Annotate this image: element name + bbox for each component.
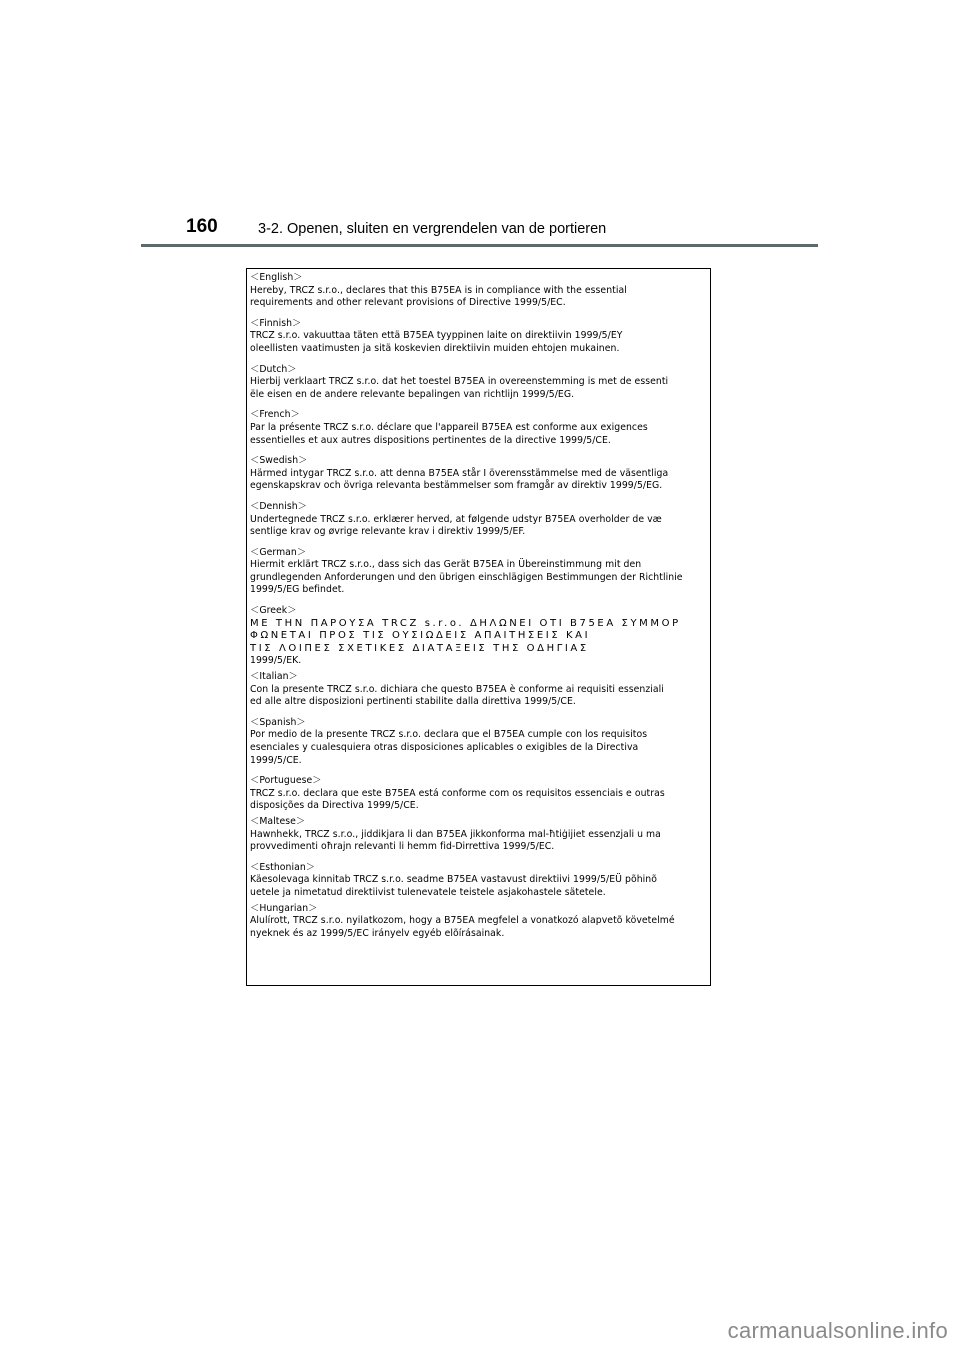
lang-line: essentielles et aux autres dispositions pertinentes de la directive 1999/5/CE. <box>250 434 611 446</box>
declaration-french <box>250 409 710 447</box>
lang-line: Käesolevaga kinnitab TRCZ s.r.o. seadme B75EA vastavust direktiivi 1999/5/EÜ põhinõ <box>250 874 657 886</box>
lang-line: Hawnhekk, TRCZ s.r.o., jiddikjara li dan B75EA jikkonforma mal-ħtiġijiet essenzjali u ma <box>250 828 661 840</box>
lang-line: Par la présente TRCZ s.r.o. déclare que l'appareil B75EA est conforme aux exigences <box>250 421 648 433</box>
lang-line: TRCZ s.r.o. declara que este B75EA está conforme com os requisitos essenciais e outras <box>250 787 665 799</box>
declaration-esthonian <box>250 862 710 900</box>
lang-line: sentlige krav og øvrige relevante krav i direktiv 1999/5/EF. <box>250 526 526 538</box>
lang-line: 1999/5/CE. <box>250 754 302 766</box>
declaration-maltese <box>250 816 710 854</box>
lang-heading: ＜Esthonian＞ <box>250 861 316 873</box>
lang-heading: ＜German＞ <box>250 546 307 558</box>
declaration-dennish <box>250 501 710 539</box>
lang-line: provvedimenti oħrajn relevanti li hemm fid-Dirrettiva 1999/5/EC. <box>250 841 555 853</box>
declaration-english <box>250 272 710 310</box>
declaration-box <box>246 268 711 986</box>
lang-line: egenskapskrav och övriga relevanta bestämmelser som framgår av direktiv 1999/5/EG. <box>250 480 663 492</box>
lang-heading: ＜Dennish＞ <box>250 500 308 512</box>
declaration-hungarian <box>250 903 710 941</box>
declaration-spanish <box>250 717 710 767</box>
lang-line: TRCZ s.r.o. vakuuttaa täten että B75EA tyyppinen laite on direktiivin 1999/5/EY <box>250 330 623 342</box>
lang-line: Con la presente TRCZ s.r.o. dichiara che questo B75EA è conforme ai requisiti essenziali <box>250 683 664 695</box>
lang-line: requirements and other relevant provisions of Directive 1999/5/EC. <box>250 297 566 309</box>
lang-heading: ＜Finnish＞ <box>250 317 302 329</box>
lang-line: ΜΕ ΤΗΝ ΠΑΡΟΥΣΑ TRCZ s.r.o. ΔΗΛΩΝΕΙ ΟΤΙ B75EA ΣΥΜΜΟΡ <box>250 617 681 629</box>
lang-heading: ＜Dutch＞ <box>250 363 297 375</box>
lang-line: disposições da Directiva 1999/5/CE. <box>250 800 419 812</box>
lang-line: oleellisten vaatimusten ja sitä koskevien direktiivin muiden ehtojen mukainen. <box>250 342 620 354</box>
page-number: 160 <box>186 216 218 237</box>
lang-heading: ＜Italian＞ <box>250 671 298 683</box>
lang-line: esenciales y cualesquiera otras disposiciones aplicables o exigibles de la Directiva <box>250 742 639 753</box>
declaration-italian <box>250 671 710 709</box>
lang-heading: ＜English＞ <box>250 272 303 283</box>
lang-heading: ＜Greek＞ <box>250 605 297 617</box>
declaration-portuguese <box>250 775 710 813</box>
lang-line: ΦΩΝΕΤΑΙ ΠΡΟΣ ΤΙΣ ΟΥΣΙΩΔΕΙΣ ΑΠΑΙΤΗΣΕΙΣ ΚΑΙ <box>250 630 591 642</box>
declaration-greek <box>250 605 710 668</box>
lang-heading: ＜Portuguese＞ <box>250 775 322 787</box>
lang-line: Hierbij verklaart TRCZ s.r.o. dat het toestel B75EA in overeenstemming is met de essenti <box>250 376 669 388</box>
declaration-dutch <box>250 364 710 402</box>
lang-line: uetele ja nimetatud direktiivist tulenevatele teistele asjakohastele sätetele. <box>250 886 606 898</box>
lang-line: Hereby, TRCZ s.r.o., declares that this B75EA is in compliance with the essential <box>250 284 627 296</box>
lang-line: Hiermit erklärt TRCZ s.r.o., dass sich das Gerät B75EA in Übereinstimmung mit den <box>250 559 642 571</box>
lang-line: nyeknek és az 1999/5/EC irányelv egyéb elõírásainak. <box>250 927 505 939</box>
lang-line: Härmed intygar TRCZ s.r.o. att denna B75EA står I överensstämmelse med de väsentliga <box>250 467 669 479</box>
lang-heading: ＜Swedish＞ <box>250 455 308 467</box>
lang-heading: ＜Maltese＞ <box>250 815 306 827</box>
lang-line: Por medio de la presente TRCZ s.r.o. declara que el B75EA cumple con los requisitos <box>250 729 648 741</box>
declaration-finnish <box>250 318 710 356</box>
lang-heading: ＜French＞ <box>250 409 300 421</box>
lang-line: ële eisen en de andere relevante bepalingen van richtlijn 1999/5/EG. <box>250 388 575 400</box>
lang-heading: ＜Hungarian＞ <box>250 902 318 914</box>
lang-heading: ＜Spanish＞ <box>250 716 306 728</box>
footer-watermark[interactable]: carmanualsonline.info <box>727 1318 948 1343</box>
lang-line: 1999/5/EG befindet. <box>250 584 345 596</box>
lang-line: ΤΙΣ ΛΟΙΠΕΣ ΣΧΕΤΙΚΕΣ ΔΙΑΤΑΞΕΙΣ ΤΗΣ ΟΔΗΓΙΑΣ <box>250 642 589 654</box>
section-title: 3-2. Openen, sluiten en vergrendelen van de portieren <box>258 221 607 237</box>
lang-line: Undertegnede TRCZ s.r.o. erklærer herved, at følgende udstyr B75EA overholder de væ <box>250 513 662 525</box>
declaration-german <box>250 547 710 597</box>
lang-line: 1999/5/EK. <box>250 655 302 667</box>
declaration-swedish <box>250 455 710 493</box>
lang-line: Alulírott, TRCZ s.r.o. nyilatkozom, hogy a B75EA megfelel a vonatkozó alapvetõ követelmé <box>250 915 675 927</box>
header-rule <box>141 244 818 247</box>
lang-line: ed alle altre disposizioni pertinenti stabilite dalla direttiva 1999/5/CE. <box>250 696 576 708</box>
lang-line: grundlegenden Anforderungen und den übrigen einschlägigen Bestimmungen der Richtlinie <box>250 571 683 583</box>
